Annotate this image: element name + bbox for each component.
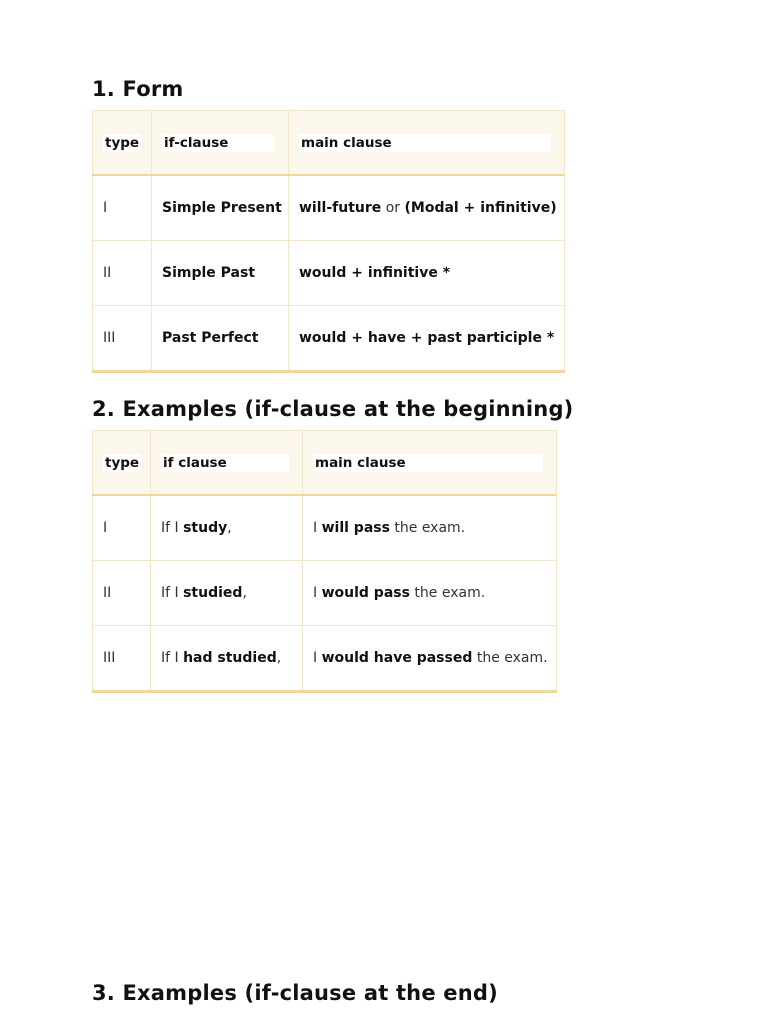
header-main-clause: main clause	[289, 111, 565, 176]
type-cell: I	[93, 495, 151, 561]
table-row	[93, 175, 565, 241]
if-clause-cell: If I studied,	[151, 561, 303, 626]
table-row	[93, 241, 565, 306]
main-clause-cell: would + have + past participle *	[289, 306, 565, 372]
type-cell: III	[93, 626, 151, 692]
header-main-clause: main clause	[303, 431, 557, 496]
table-row	[93, 495, 557, 561]
table-row	[93, 306, 565, 372]
header-if-clause: if clause	[151, 431, 303, 496]
if-clause-cell: Simple Present	[152, 175, 289, 241]
if-clause-cell: If I study,	[151, 495, 303, 561]
table-row	[93, 626, 557, 692]
main-clause-cell: I will pass the exam.	[303, 495, 557, 561]
header-type: type	[93, 111, 152, 176]
header-type: type	[93, 431, 151, 496]
if-clause-cell: Past Perfect	[152, 306, 289, 372]
header-if-clause: if-clause	[152, 111, 289, 176]
form-table	[92, 110, 565, 373]
if-clause-cell: Simple Past	[152, 241, 289, 306]
type-cell: II	[93, 241, 152, 306]
section-heading-form: 1. Form	[92, 77, 184, 101]
examples-beginning-table	[92, 430, 557, 693]
section-heading-examples-beginning: 2. Examples (if-clause at the beginning)	[92, 397, 574, 421]
section-heading-examples-end: 3. Examples (if-clause at the end)	[92, 981, 498, 1005]
main-clause-cell: will-future or (Modal + infinitive)	[289, 175, 565, 241]
type-cell: I	[93, 175, 152, 241]
table-header-row	[93, 111, 565, 176]
type-cell: III	[93, 306, 152, 372]
main-clause-cell: would + infinitive *	[289, 241, 565, 306]
table-header-row	[93, 431, 557, 496]
type-cell: II	[93, 561, 151, 626]
main-clause-cell: I would pass the exam.	[303, 561, 557, 626]
table-row	[93, 561, 557, 626]
if-clause-cell: If I had studied,	[151, 626, 303, 692]
main-clause-cell: I would have passed the exam.	[303, 626, 557, 692]
